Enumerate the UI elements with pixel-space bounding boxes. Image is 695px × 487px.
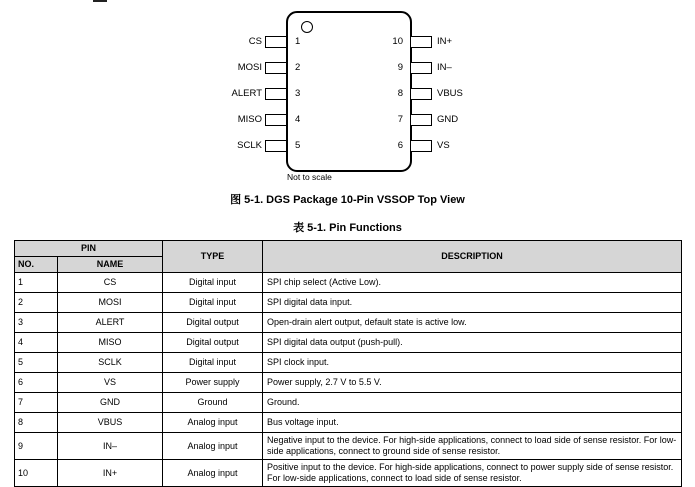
table-row: [15, 273, 682, 293]
table-header: [15, 241, 682, 273]
cell-pin-description: SPI digital data input.: [263, 293, 682, 313]
pin-stub-9: [410, 62, 432, 74]
cell-pin-name: IN+: [58, 460, 163, 487]
pin-label-in-plus: IN+: [437, 36, 453, 47]
cell-pin-description: SPI digital data output (push-pull).: [263, 333, 682, 353]
table-row: [15, 393, 682, 413]
cell-pin-no: 2: [15, 293, 58, 313]
pin-stub-10: [410, 36, 432, 48]
pin-label-vbus: VBUS: [437, 88, 463, 99]
header-name: NAME: [58, 257, 163, 273]
cell-pin-no: 4: [15, 333, 58, 353]
cell-pin-no: 8: [15, 413, 58, 433]
table-row: [15, 433, 682, 460]
cell-pin-name: CS: [58, 273, 163, 293]
cell-pin-name: VBUS: [58, 413, 163, 433]
table-row: [15, 373, 682, 393]
cell-pin-name: MISO: [58, 333, 163, 353]
cell-pin-description: Power supply, 2.7 V to 5.5 V.: [263, 373, 682, 393]
cell-pin-no: 6: [15, 373, 58, 393]
pin-stub-5: [265, 140, 287, 152]
cell-pin-type: Analog input: [163, 433, 263, 460]
pin-label-sclk: SCLK: [237, 140, 262, 151]
cell-pin-no: 3: [15, 313, 58, 333]
header-type: TYPE: [163, 241, 263, 273]
pin-stub-2: [265, 62, 287, 74]
table-row: [15, 333, 682, 353]
pin-label-alert: ALERT: [231, 88, 262, 99]
pin-stub-6: [410, 140, 432, 152]
cell-pin-type: Digital output: [163, 313, 263, 333]
pin-label-gnd: GND: [437, 114, 459, 125]
pin-row-2-9: [0, 62, 695, 74]
cell-pin-description: SPI chip select (Active Low).: [263, 273, 682, 293]
pin1-indicator-dot: [301, 21, 313, 33]
cell-pin-name: IN–: [58, 433, 163, 460]
cell-pin-name: VS: [58, 373, 163, 393]
package-pinout-diagram: [0, 0, 695, 188]
pin-number-1: 1: [295, 36, 301, 47]
pin-number-7: 7: [397, 114, 403, 125]
pin-number-2: 2: [295, 62, 301, 73]
cell-pin-description: Open-drain alert output, default state is active low.: [263, 313, 682, 333]
cell-pin-description: Negative input to the device. For high-side applications, connect to load side of sense resistor. For low-side applications, connect to ground side of sense resistor.: [263, 433, 682, 460]
cell-pin-no: 9: [15, 433, 58, 460]
header-pin-group: PIN: [15, 241, 163, 257]
cell-pin-type: Power supply: [163, 373, 263, 393]
not-to-scale-note: Not to scale: [287, 172, 332, 182]
cell-pin-name: SCLK: [58, 353, 163, 373]
pin-number-5: 5: [295, 140, 301, 151]
cell-pin-type: Digital input: [163, 353, 263, 373]
cell-pin-no: 10: [15, 460, 58, 487]
header-description: DESCRIPTION: [263, 241, 682, 273]
pin-label-in-minus: IN–: [437, 62, 452, 73]
pin-number-8: 8: [397, 88, 403, 99]
table-row: [15, 413, 682, 433]
cell-pin-no: 1: [15, 273, 58, 293]
cell-pin-type: Digital input: [163, 273, 263, 293]
cell-pin-name: MOSI: [58, 293, 163, 313]
figure-caption: 图 5-1. DGS Package 10-Pin VSSOP Top View: [230, 194, 465, 206]
pin-stub-8: [410, 88, 432, 100]
cell-pin-description: Positive input to the device. For high-side applications, connect to power supply side of sense resistor. For low-side applications, connect to load side of sense resistor.: [263, 460, 682, 487]
table-row: [15, 460, 682, 487]
pin-number-6: 6: [397, 140, 403, 151]
pin-row-4-7: [0, 114, 695, 126]
pin-label-miso: MISO: [237, 114, 262, 125]
table-row: [15, 293, 682, 313]
pin-stub-1: [265, 36, 287, 48]
cell-pin-type: Ground: [163, 393, 263, 413]
pin-label-vs: VS: [437, 140, 450, 151]
cell-pin-description: Ground.: [263, 393, 682, 413]
cell-pin-description: Bus voltage input.: [263, 413, 682, 433]
cell-pin-name: GND: [58, 393, 163, 413]
table-row: [15, 353, 682, 373]
pin-row-3-8: [0, 88, 695, 100]
cell-pin-type: Analog input: [163, 413, 263, 433]
pin-number-9: 9: [397, 62, 403, 73]
cell-pin-no: 7: [15, 393, 58, 413]
pin-functions-table: [14, 240, 682, 487]
pin-label-mosi: MOSI: [237, 62, 262, 73]
cell-pin-type: Digital output: [163, 333, 263, 353]
table-row: [15, 313, 682, 333]
pin-row-5-6: [0, 140, 695, 152]
table-caption: 表 5-1. Pin Functions: [293, 222, 402, 234]
cell-pin-name: ALERT: [58, 313, 163, 333]
header-no: NO.: [15, 257, 58, 273]
cell-pin-no: 5: [15, 353, 58, 373]
pin-stub-7: [410, 114, 432, 126]
pin-label-cs: CS: [248, 36, 262, 47]
pin-stub-3: [265, 88, 287, 100]
pin-number-4: 4: [295, 114, 301, 125]
pin-number-10: 10: [392, 36, 403, 47]
pin-number-3: 3: [295, 88, 301, 99]
cell-pin-type: Analog input: [163, 460, 263, 487]
cell-pin-type: Digital input: [163, 293, 263, 313]
pin-row-1-10: [0, 36, 695, 48]
pin-stub-4: [265, 114, 287, 126]
cell-pin-description: SPI clock input.: [263, 353, 682, 373]
